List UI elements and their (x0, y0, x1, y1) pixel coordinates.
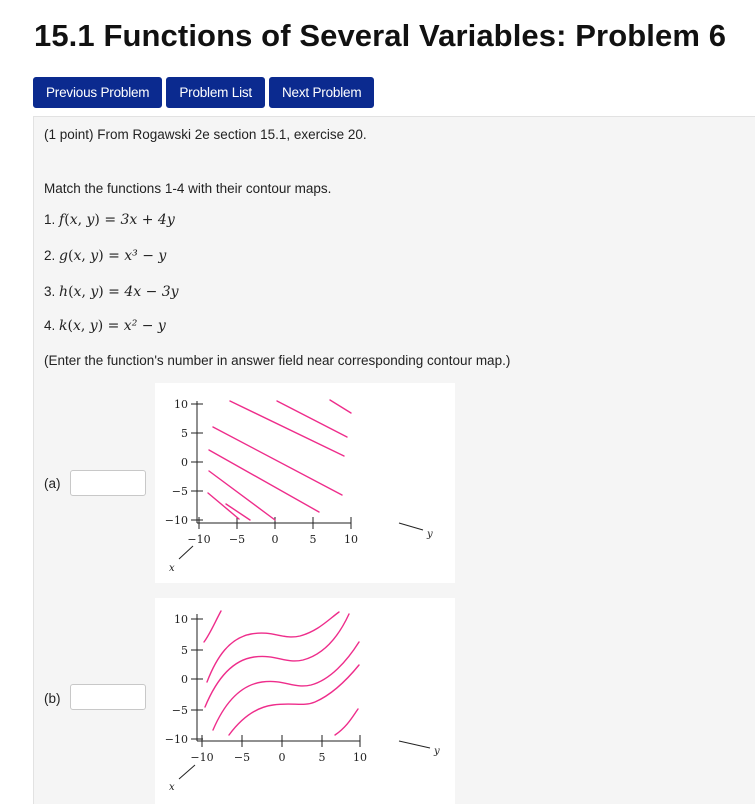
x-tick-label: 5 (318, 751, 326, 764)
x-axis-arrow (179, 765, 195, 779)
function-item: 4. k(x, y) = x² − y (44, 318, 166, 334)
contour-map-a-axes (179, 401, 423, 559)
contour-line (209, 471, 275, 520)
function-expression: 3x + 4y (120, 212, 175, 228)
contour-map-b-axes (179, 614, 430, 779)
y-tick-label: 5 (181, 427, 188, 440)
contour-map-b (155, 598, 455, 805)
function-name: k (59, 318, 68, 334)
y-axis-letter: y (434, 746, 440, 757)
x-axis-letter: x (169, 782, 175, 793)
x-tick-label: 0 (271, 533, 279, 546)
contour-line (229, 665, 359, 735)
contour-line (209, 450, 319, 512)
y-tick-label: 10 (174, 398, 188, 411)
function-item: 3. h(x, y) = 4x − 3y (44, 284, 179, 300)
function-name: f (59, 212, 65, 228)
y-tick-label: 0 (181, 456, 188, 469)
problem-navigation (33, 77, 374, 108)
y-axis-arrow (399, 741, 430, 748)
problem-prompt: Match the functions 1-4 with their contour maps. (44, 181, 332, 196)
function-name: g (59, 248, 68, 264)
next-problem-button[interactable]: Next Problem (269, 77, 374, 108)
contour-line (208, 493, 239, 519)
problem-body (33, 116, 755, 804)
contour-lines-a (208, 400, 351, 520)
answer-a-input[interactable] (70, 470, 146, 496)
x-tick-label: −10 (187, 533, 211, 546)
contour-line (204, 611, 221, 642)
y-tick-label: −10 (164, 733, 188, 746)
function-expression: 4x − 3y (124, 284, 179, 300)
y-tick-label: 5 (181, 644, 188, 657)
contour-line (230, 401, 344, 456)
page-title: 15.1 Functions of Several Variables: Problem 6 (34, 18, 727, 53)
contour-line (205, 614, 349, 707)
function-expression: x³ − y (124, 248, 167, 264)
contour-line (277, 401, 347, 437)
answer-b-label: (b) (44, 691, 61, 706)
x-tick-label: 5 (309, 533, 317, 546)
y-axis-letter: y (427, 529, 433, 540)
x-axis-letter: x (169, 563, 175, 574)
y-tick-label: 10 (174, 613, 188, 626)
x-axis-arrow (179, 546, 193, 559)
function-number: 4. (44, 318, 56, 333)
contour-line (213, 642, 359, 730)
function-name: h (59, 284, 69, 300)
y-axis-arrow (399, 523, 423, 530)
contour-map-a (155, 383, 455, 583)
problem-list-button[interactable]: Problem List (166, 77, 265, 108)
x-tick-label: 10 (353, 751, 367, 764)
x-tick-label: 0 (278, 751, 286, 764)
problem-intro: (1 point) From Rogawski 2e section 15.1, exercise 20. (44, 127, 367, 142)
previous-problem-button[interactable]: Previous Problem (33, 77, 162, 108)
answer-a-label: (a) (44, 476, 61, 491)
problem-instruction: (Enter the function's number in answer field near corresponding contour map.) (44, 353, 511, 368)
contour-lines-b (204, 611, 359, 735)
y-tick-label: 0 (181, 673, 188, 686)
contour-line (330, 400, 351, 413)
function-expression: x² − y (123, 318, 166, 334)
function-item: 2. g(x, y) = x³ − y (44, 248, 167, 264)
function-item: 1. f(x, y) = 3x + 4y (44, 212, 175, 228)
function-number: 1. (44, 212, 56, 227)
contour-line (335, 709, 358, 735)
contour-map-b-figure (155, 598, 455, 805)
x-tick-label: 10 (344, 533, 358, 546)
function-number: 2. (44, 248, 56, 263)
y-tick-label: −5 (171, 485, 188, 498)
x-tick-label: −10 (190, 751, 214, 764)
function-number: 3. (44, 284, 56, 299)
contour-line (213, 427, 342, 495)
contour-map-a-figure (155, 383, 455, 583)
y-tick-label: −10 (164, 514, 188, 527)
x-tick-label: −5 (228, 533, 246, 546)
answer-b-input[interactable] (70, 684, 146, 710)
y-tick-label: −5 (171, 704, 188, 717)
x-tick-label: −5 (233, 751, 251, 764)
